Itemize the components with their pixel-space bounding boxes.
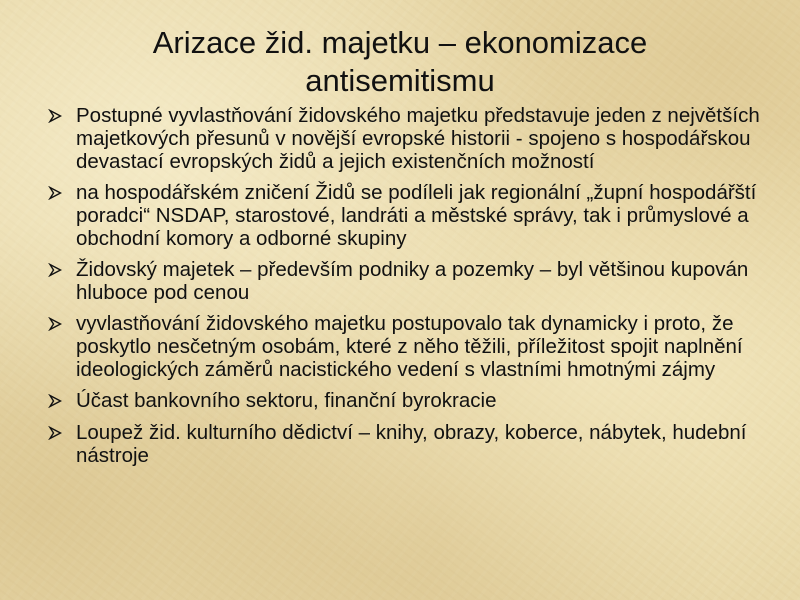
arrowhead-bullet-icon [48,389,76,413]
bullet-list [48,104,760,475]
slide-title-line: Arizace žid. majetku – ekonomizace [152,25,648,60]
bullet-item [48,258,760,304]
arrowhead-bullet-icon [48,312,76,336]
bullet-text: vyvlastňování židovského majetku postupovalo tak dynamicky i proto, že poskytlo nesčetným osobám, které z něho těžili, příležitost spojit naplnění ideologických záměrů nacistického vedení s vlastními hmotnými zájmy [76,312,743,381]
bullet-text: Postupné vyvlastňování židovského majetku představuje jeden z největších majetkových přesunů v novější evropské historii - spojeno s hospodářskou devastací evropských židů a jejich existenčních možností [76,104,760,173]
bullet-item [48,312,760,381]
arrowhead-bullet-icon [48,258,76,282]
bullet-text: Židovský majetek – především podniky a pozemky – byl většinou kupován hluboce pod cenou [76,258,749,304]
bullet-item [48,181,760,250]
slide-title [40,24,760,100]
bullet-item [48,421,760,467]
arrowhead-bullet-icon [48,181,76,205]
bullet-text: na hospodářském zničení Židů se podíleli jak regionální „župní hospodářští poradci“ NSDAP, starostové, landráti a městské správy, tak i průmyslové a obchodní komory a odborné skupiny [76,181,757,250]
bullet-text: Účast bankovního sektoru, finanční byrokracie [76,389,497,412]
arrowhead-bullet-icon [48,104,76,128]
bullet-text: Loupež žid. kulturního dědictví – knihy, obrazy, koberce, nábytek, hudební nástroje [76,421,747,467]
slide-title-line: antisemitismu [305,63,495,98]
bullet-item [48,389,760,413]
arrowhead-bullet-icon [48,421,76,445]
bullet-item [48,104,760,173]
